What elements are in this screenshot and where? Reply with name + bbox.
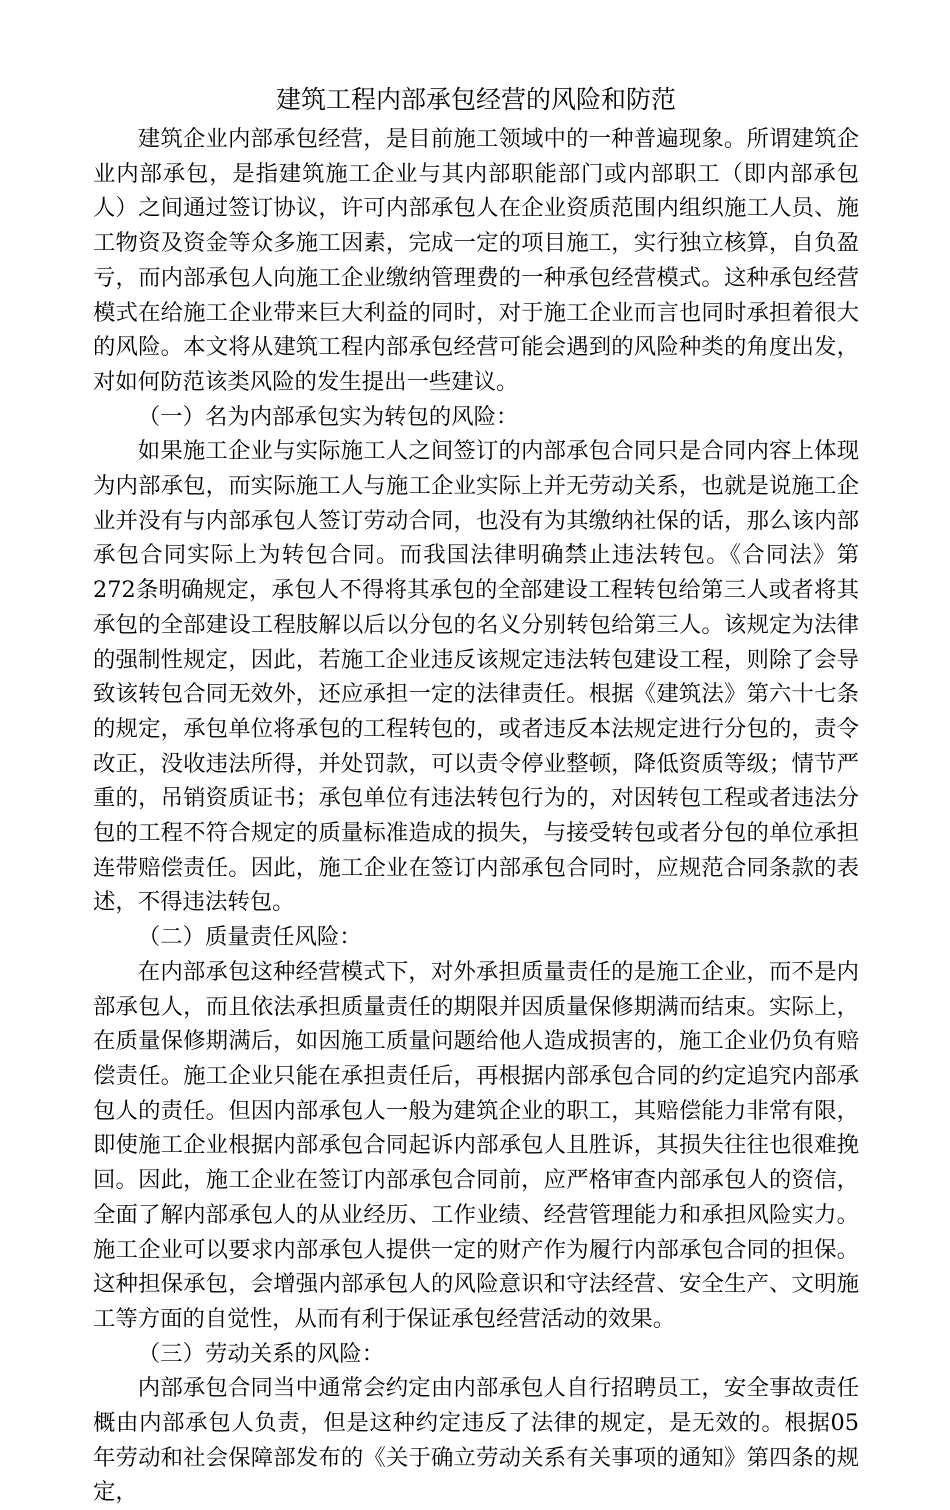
intro-paragraph: 建筑企业内部承包经营，是目前施工领域中的一种普遍现象。所谓建筑企业内部承包，是指建筑施工企业与其内部职能部门或内部职工（即内部承包人）之间通过签订协议，许可内部承包人在企业资质范围内组织施工人员、施工物资及资金等众多施工因素，完成一定的项目施工，实行独立核算，自负盈亏，而内部承包人向施工企业缴纳管理费的一种承包经营模式。这种承包经营模式在给施工企业带来巨大利益的同时，对于施工企业而言也同时承担着很大的风险。本文将从建筑工程内部承包经营可能会遇到的风险种类的角度出发，对如何防范该类风险的发生提出一些建议。 [93,126,859,395]
document-page [93,80,859,1510]
section-body-3: 内部承包合同当中通常会约定由内部承包人自行招聘员工，安全事故责任概由内部承包人负责，但是这种约定违反了法律的规定，是无效的。根据05年劳动和社会保障部发布的《关于确立劳动关系有关事项的通知》第四条的规定， [93,1375,859,1506]
section-heading-2: （二）质量责任风险： [137,924,362,951]
document-title: 建筑工程内部承包经营的风险和防范 [275,85,676,114]
section-body-2: 在内部承包这种经营模式下，对外承担质量责任的是施工企业，而不是内部承包人，而且依法承担质量责任的期限并因质量保修期满而结束。实际上，在质量保修期满后，如因施工质量问题给他人造成损害的，施工企业仍负有赔偿责任。施工企业只能在承担责任后，再根据内部承包合同的约定追究内部承包人的责任。但因内部承包人一般为建筑企业的职工，其赔偿能力非常有限，即使施工企业根据内部承包合同起诉内部承包人且胜诉，其损失往往也很难挽回。因此，施工企业在签订内部承包合同前，应严格审查内部承包人的资信，全面了解内部承包人的从业经历、工作业绩、经营管理能力和承担风险实力。施工企业可以要求内部承包人提供一定的财产作为履行内部承包合同的担保。这种担保承包，会增强内部承包人的风险意识和守法经营、安全生产、文明施工等方面的自觉性，从而有利于保证承包经营活动的效果。 [93,958,859,1332]
section-heading-1: （一）名为内部承包实为转包的风险： [137,403,519,430]
section-body-1: 如果施工企业与实际施工人之间签订的内部承包合同只是合同内容上体现为内部承包，而实际施工人与施工企业实际上并无劳动关系，也就是说施工企业并没有与内部承包人签订劳动合同，也没有为其缴纳社保的话，那么该内部承包合同实际上为转包合同。而我国法律明确禁止违法转包。《合同法》第272条明确规定，承包人不得将其承包的全部建设工程转包给第三人或者将其承包的全部建设工程肢解以后以分包的名义分别转包给第三人。该规定为法律的强制性规定，因此，若施工企业违反该规定违法转包建设工程，则除了会导致该转包合同无效外，还应承担一定的法律责任。根据《建筑法》第六十七条的规定，承包单位将承包的工程转包的，或者违反本法规定进行分包的，责令改正，没收违法所得，并处罚款，可以责令停业整顿，降低资质等级；情节严重的，吊销资质证书；承包单位有违法转包行为的，对因转包工程或者违法分包的工程不符合规定的质量标准造成的损失，与接受转包或者分包的单位承担连带赔偿责任。因此，施工企业在签订内部承包合同时，应规范合同条款的表述，不得违法转包。 [93,438,859,916]
section-heading-3: （三）劳动关系的风险： [137,1340,385,1367]
